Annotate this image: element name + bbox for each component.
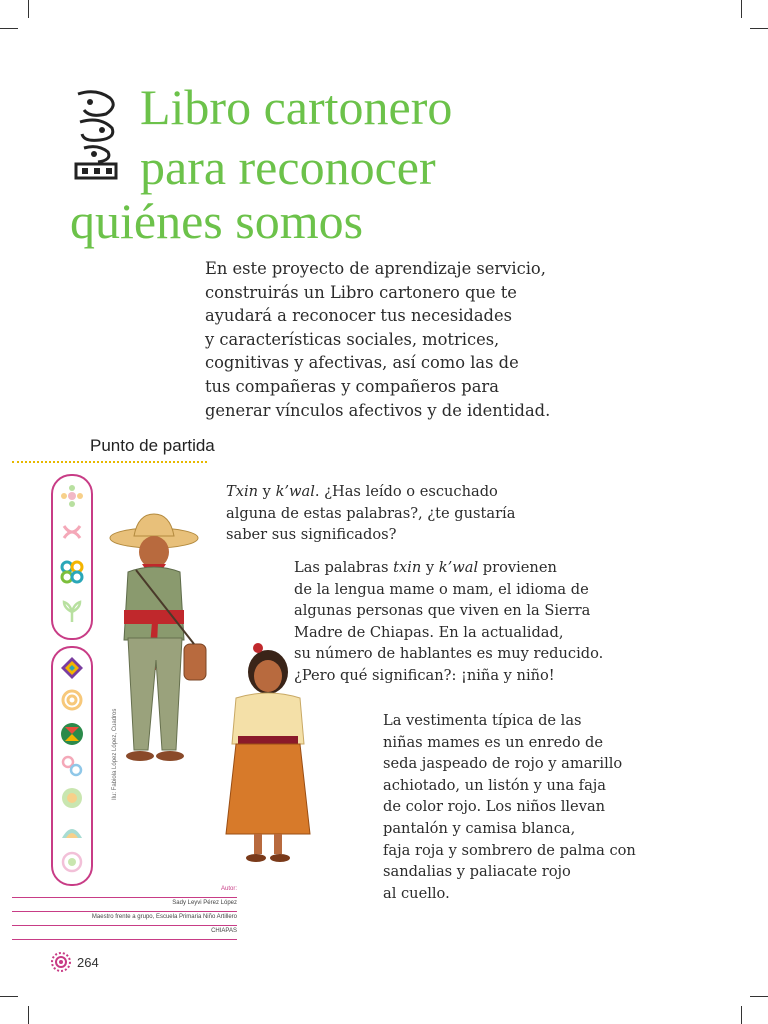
author-divider	[12, 925, 237, 926]
butterfly-icon	[60, 560, 84, 584]
author-name: Sady Leyvi Pérez López	[172, 900, 237, 906]
author-divider	[12, 911, 237, 912]
paragraph-3	[383, 710, 636, 904]
crop-mark	[750, 996, 768, 997]
paragraph-line: algunas personas que viven en la Sierra	[294, 602, 591, 620]
paragraph-line: pantalón y camisa blanca,	[383, 819, 576, 837]
intro-line: En este proyecto de aprendizaje servicio,	[205, 259, 546, 278]
swirl-icon	[60, 850, 84, 874]
page-title-line-2: para reconocer	[140, 139, 436, 195]
paragraph-text: Las palabras	[294, 559, 394, 576]
intro-paragraph	[205, 257, 585, 422]
author-label: Autor:	[220, 886, 237, 892]
paragraph-line: achiotado, un listón y una faja	[383, 776, 606, 794]
glyph-logo-icon	[70, 88, 122, 182]
paragraph-2	[294, 557, 603, 687]
crop-mark	[28, 0, 29, 18]
paragraph-1	[226, 481, 515, 546]
paragraph-line: al cuello.	[383, 884, 450, 902]
author-role: Maestro frente a grupo, Escuela Primaria Niño Artillero	[91, 914, 237, 920]
paragraph-text: . ¿Has leído o escuchado	[314, 483, 498, 500]
paragraph-line: saber sus significados?	[226, 526, 397, 544]
crop-mark	[741, 0, 742, 18]
term-kwal: k’wal	[438, 559, 479, 576]
intro-line: generar vínculos afectivos y de identidad.	[205, 400, 551, 420]
crop-mark	[0, 996, 18, 997]
paragraph-line: faja roja y sombrero de palma con	[383, 841, 636, 859]
diamond-icon	[60, 656, 84, 680]
paragraph-line: Madre de Chiapas. En la actualidad,	[294, 623, 564, 641]
author-state: CHIAPAS	[211, 928, 237, 934]
page-number: 264	[77, 955, 99, 970]
hourglass-icon	[60, 722, 84, 746]
knot-icon	[60, 520, 84, 544]
dotted-divider	[12, 461, 207, 463]
crop-mark	[0, 28, 18, 29]
term-txin: txin	[393, 559, 422, 576]
intro-line: ayudará a reconocer tus necesidades	[205, 306, 512, 326]
intro-line: cognitivas y afectivas, así como las de	[205, 353, 519, 373]
paragraph-line: de la lengua mame o mam, el idioma de	[294, 580, 589, 598]
crop-mark	[741, 1006, 742, 1024]
paragraph-line: ¿Pero qué significan?: ¡niña y niño!	[294, 666, 555, 684]
term-kwal: k’wal	[275, 483, 315, 500]
flower-icon	[60, 484, 84, 508]
crop-mark	[750, 28, 768, 29]
leaf-icon	[60, 600, 84, 624]
spiral-icon	[60, 688, 84, 712]
page-ornament-icon	[50, 951, 72, 973]
author-divider	[12, 897, 237, 898]
decorative-pill-top	[51, 474, 93, 640]
section-heading: Punto de partida	[90, 436, 215, 455]
intro-line: tus compañeras y compañeros para	[205, 376, 499, 396]
author-divider	[12, 939, 237, 940]
page-title-line-1: Libro cartonero	[140, 79, 453, 135]
paragraph-line: La vestimenta típica de las	[383, 712, 582, 729]
sun-icon	[60, 786, 84, 810]
intro-line: y características sociales, motrices,	[205, 329, 500, 349]
paragraph-line: su número de hablantes es muy reducido.	[294, 645, 604, 663]
mound-icon	[60, 818, 84, 842]
conjunction: y	[258, 483, 276, 500]
crop-mark	[28, 1006, 29, 1024]
paragraph-line: seda jaspeado de rojo y amarillo	[383, 755, 623, 773]
rings-icon	[60, 754, 84, 778]
term-txin: Txin	[226, 483, 259, 500]
paragraph-line: niñas mames es un enredo de	[383, 733, 604, 751]
illustration-credit: Ilu: Fabiola López López, Cuadros	[112, 708, 118, 800]
paragraph-line: alguna de estas palabras?, ¿te gustaría	[226, 504, 516, 522]
intro-line: construirás un Libro cartonero que te	[205, 282, 517, 302]
paragraph-line: sandalias y paliacate rojo	[383, 863, 571, 881]
conjunction: y	[421, 559, 439, 576]
decorative-pill-bottom	[51, 646, 93, 886]
paragraph-line: de color rojo. Los niños llevan	[383, 798, 606, 816]
paragraph-text: provienen	[478, 559, 557, 576]
page-title-line-3: quiénes somos	[70, 193, 364, 249]
